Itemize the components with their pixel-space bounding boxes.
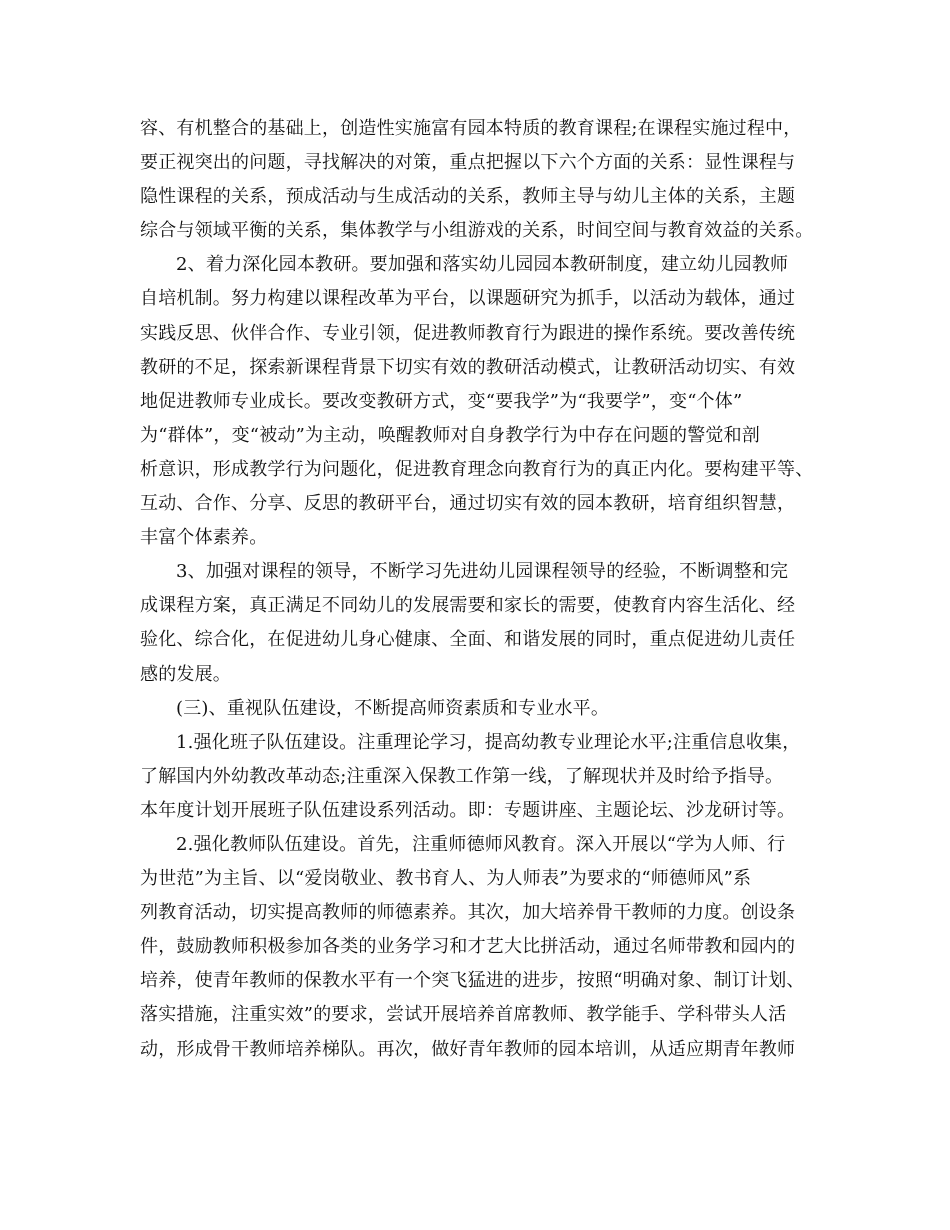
text-line: 2、着力深化园本教研。要加强和落实幼儿园园本教研制度，建立幼儿园教师 (176, 254, 789, 276)
text-line: 教研的不足，探索新课程背景下切实有效的教研活动模式，让教研活动切实、有效 (140, 356, 796, 378)
text-line: 本年度计划开展班子队伍建设系列活动。即：专题讲座、主题论坛、沙龙研讨等。 (140, 799, 796, 821)
document-body (140, 112, 820, 1067)
text-line: 3、加强对课程的领导，不断学习先进幼儿园课程领导的经验，不断调整和完 (176, 561, 789, 583)
text-line: 动，形成骨干教师培养梯队。再次，做好青年教师的园本培训，从适应期青年教师 (140, 1038, 796, 1060)
text-line: 容、有机整合的基础上，创造性实施富有园本特质的教育课程;在课程实施过程中， (140, 118, 802, 139)
text-line: 2.强化教师队伍建设。首先，注重师德师风教育。深入开展以“学为人师、行 (176, 833, 786, 855)
text-line: 件，鼓励教师积极参加各类的业务学习和才艺大比拼活动，通过名师带教和园内的 (140, 936, 796, 958)
text-line: (三)、重视队伍建设，不断提高师资素质和专业水平。 (176, 697, 610, 719)
text-line: 互动、合作、分享、反思的教研平台，通过切实有效的园本教研，培育组织智慧， (140, 493, 796, 515)
text-line: 实践反思、伙伴合作、专业引领，促进教师教育行为跟进的操作系统。要改善传统 (140, 322, 796, 344)
text-line: 自培机制。努力构建以课程改革为平台，以课题研究为抓手，以活动为载体，通过 (140, 288, 796, 310)
text-line: 1.强化班子队伍建设。注重理论学习，提高幼教专业理论水平;注重信息收集， (176, 731, 801, 753)
text-line: 培养，使青年教师的保教水平有一个突飞猛进的进步，按照“明确对象、制订计划、 (140, 970, 805, 992)
text-line: 析意识，形成教学行为问题化，促进教育理念向教育行为的真正内化。要构建平等、 (140, 458, 814, 480)
text-line: 综合与领域平衡的关系，集体教学与小组游戏的关系，时间空间与教育效益的关系。 (140, 220, 814, 242)
text-line: 落实措施，注重实效”的要求，尝试开展培养首席教师、教学能手、学科带头人活 (140, 1004, 787, 1026)
text-line: 验化、综合化，在促进幼儿身心健康、全面、和谐发展的同时，重点促进幼儿责任 (140, 629, 796, 651)
text-line: 丰富个体素养。 (140, 527, 268, 549)
text-line: 隐性课程的关系，预成活动与生成活动的关系，教师主导与幼儿主体的关系，主题 (140, 186, 796, 208)
text-line: 了解国内外幼教改革动态;注重深入保教工作第一线，了解现状并及时给予指导。 (140, 765, 784, 787)
text-line: 为世范”为主旨、以“爱岗敬业、教书育人、为人师表”为要求的“师德师风”系 (140, 868, 752, 890)
text-line: 地促进教师专业成长。要改变教研方式，变“要我学”为“我要学”，变“个体” (140, 390, 743, 412)
text-line: 感的发展。 (140, 663, 231, 685)
text-line: 要正视突出的问题，寻找解决的对策，重点把握以下六个方面的关系：显性课程与 (140, 152, 796, 174)
text-line: 列教育活动，切实提高教师的师德素养。其次，加大培养骨干教师的力度。创设条 (140, 902, 796, 924)
text-line: 为“群体”，变“被动”为主动，唤醒教师对自身教学行为中存在问题的警觉和剖 (140, 424, 761, 446)
text-line: 成课程方案，真正满足不同幼儿的发展需要和家长的需要，使教育内容生活化、经 (140, 595, 796, 617)
